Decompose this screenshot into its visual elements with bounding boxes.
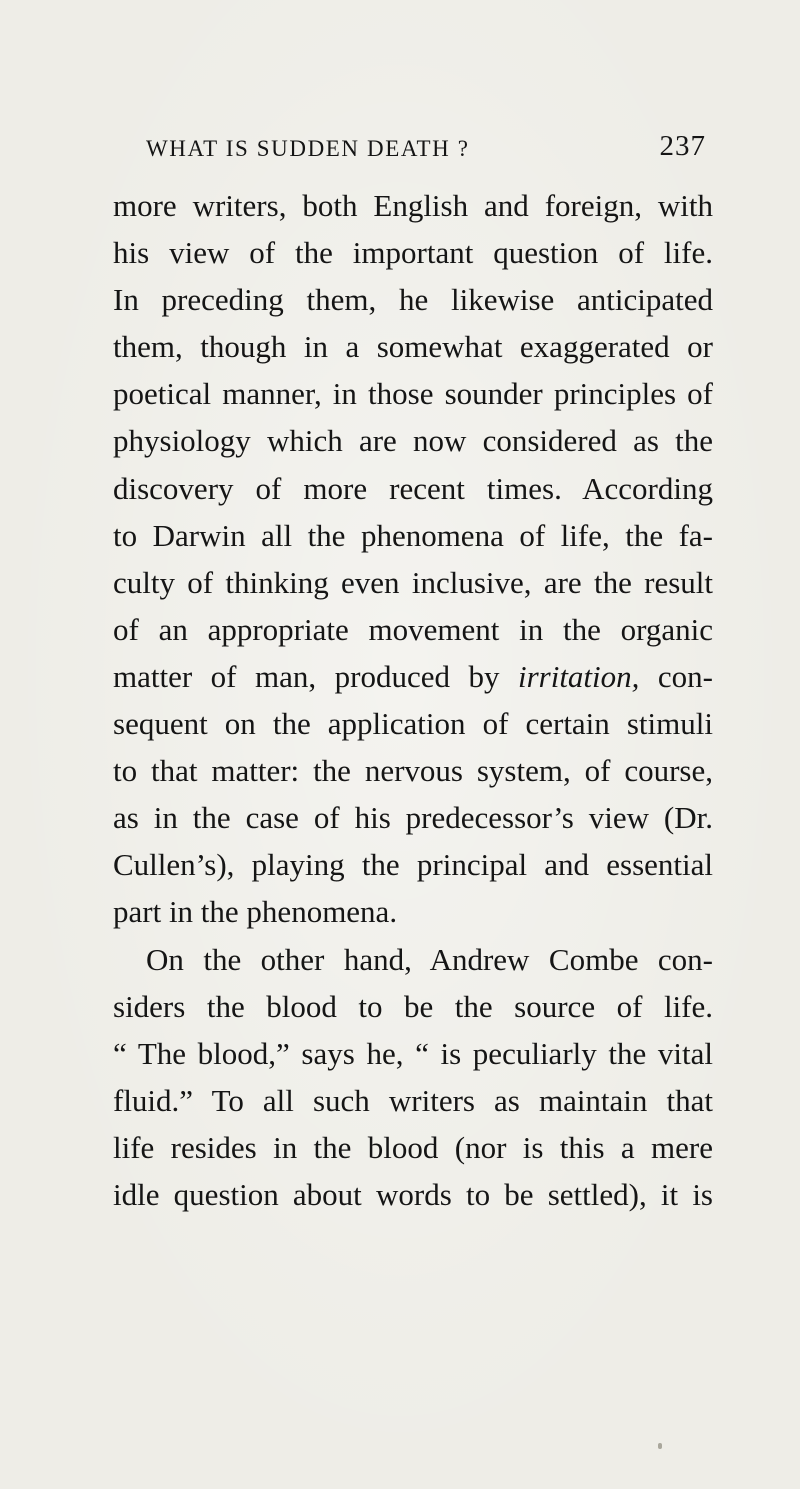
text-line: more writers, both English and foreign, with [113,188,713,223]
italic-word: irritation, [517,658,640,694]
paper-speck [658,1443,662,1449]
paragraph-start-line: On the other hand, Andrew Combe con- [146,941,713,977]
text-line: part in the phenomena. [113,894,398,930]
text-line: to that matter: the nervous system, of course, [113,753,713,789]
text-line: poetical manner, in those sounder principles of [113,376,713,412]
text-segment: con- [657,658,714,694]
text-line: “ The blood,” says he, “ is peculiarly the vital [113,1035,713,1071]
text-line: as in the case of his predecessor’s view (Dr. [113,800,713,836]
text-line: to Darwin all the phenomena of life, the fa- [113,517,713,553]
text-line: idle question about words to be settled), it is [113,1176,713,1212]
text-segment: matter of man, produced by [113,658,500,694]
page-number: 237 [659,130,706,162]
text-line: of an appropriate movement in the organic [113,611,713,647]
text-line: fluid.” To all such writers as maintain that [113,1082,713,1118]
text-line: Cullen’s), playing the principal and essential [113,847,713,883]
text-line: sequent on the application of certain stimuli [113,706,713,742]
running-title: WHAT IS SUDDEN DEATH ? [146,136,470,161]
text-line: physiology which are now considered as the [113,423,713,459]
text-line: siders the blood to be the source of life. [113,988,713,1024]
text-line: discovery of more recent times. According [113,470,713,506]
running-head [146,130,706,170]
text-line-with-italic [113,653,713,700]
text-line: them, though in a somewhat exaggerated or [113,329,713,365]
text-line: his view of the important question of life. [113,235,713,271]
body-text [113,182,713,1218]
text-line: culty of thinking even inclusive, are the result [113,564,713,600]
text-line: In preceding them, he likewise anticipated [113,282,713,318]
text-line: life resides in the blood (nor is this a mere [113,1129,713,1165]
